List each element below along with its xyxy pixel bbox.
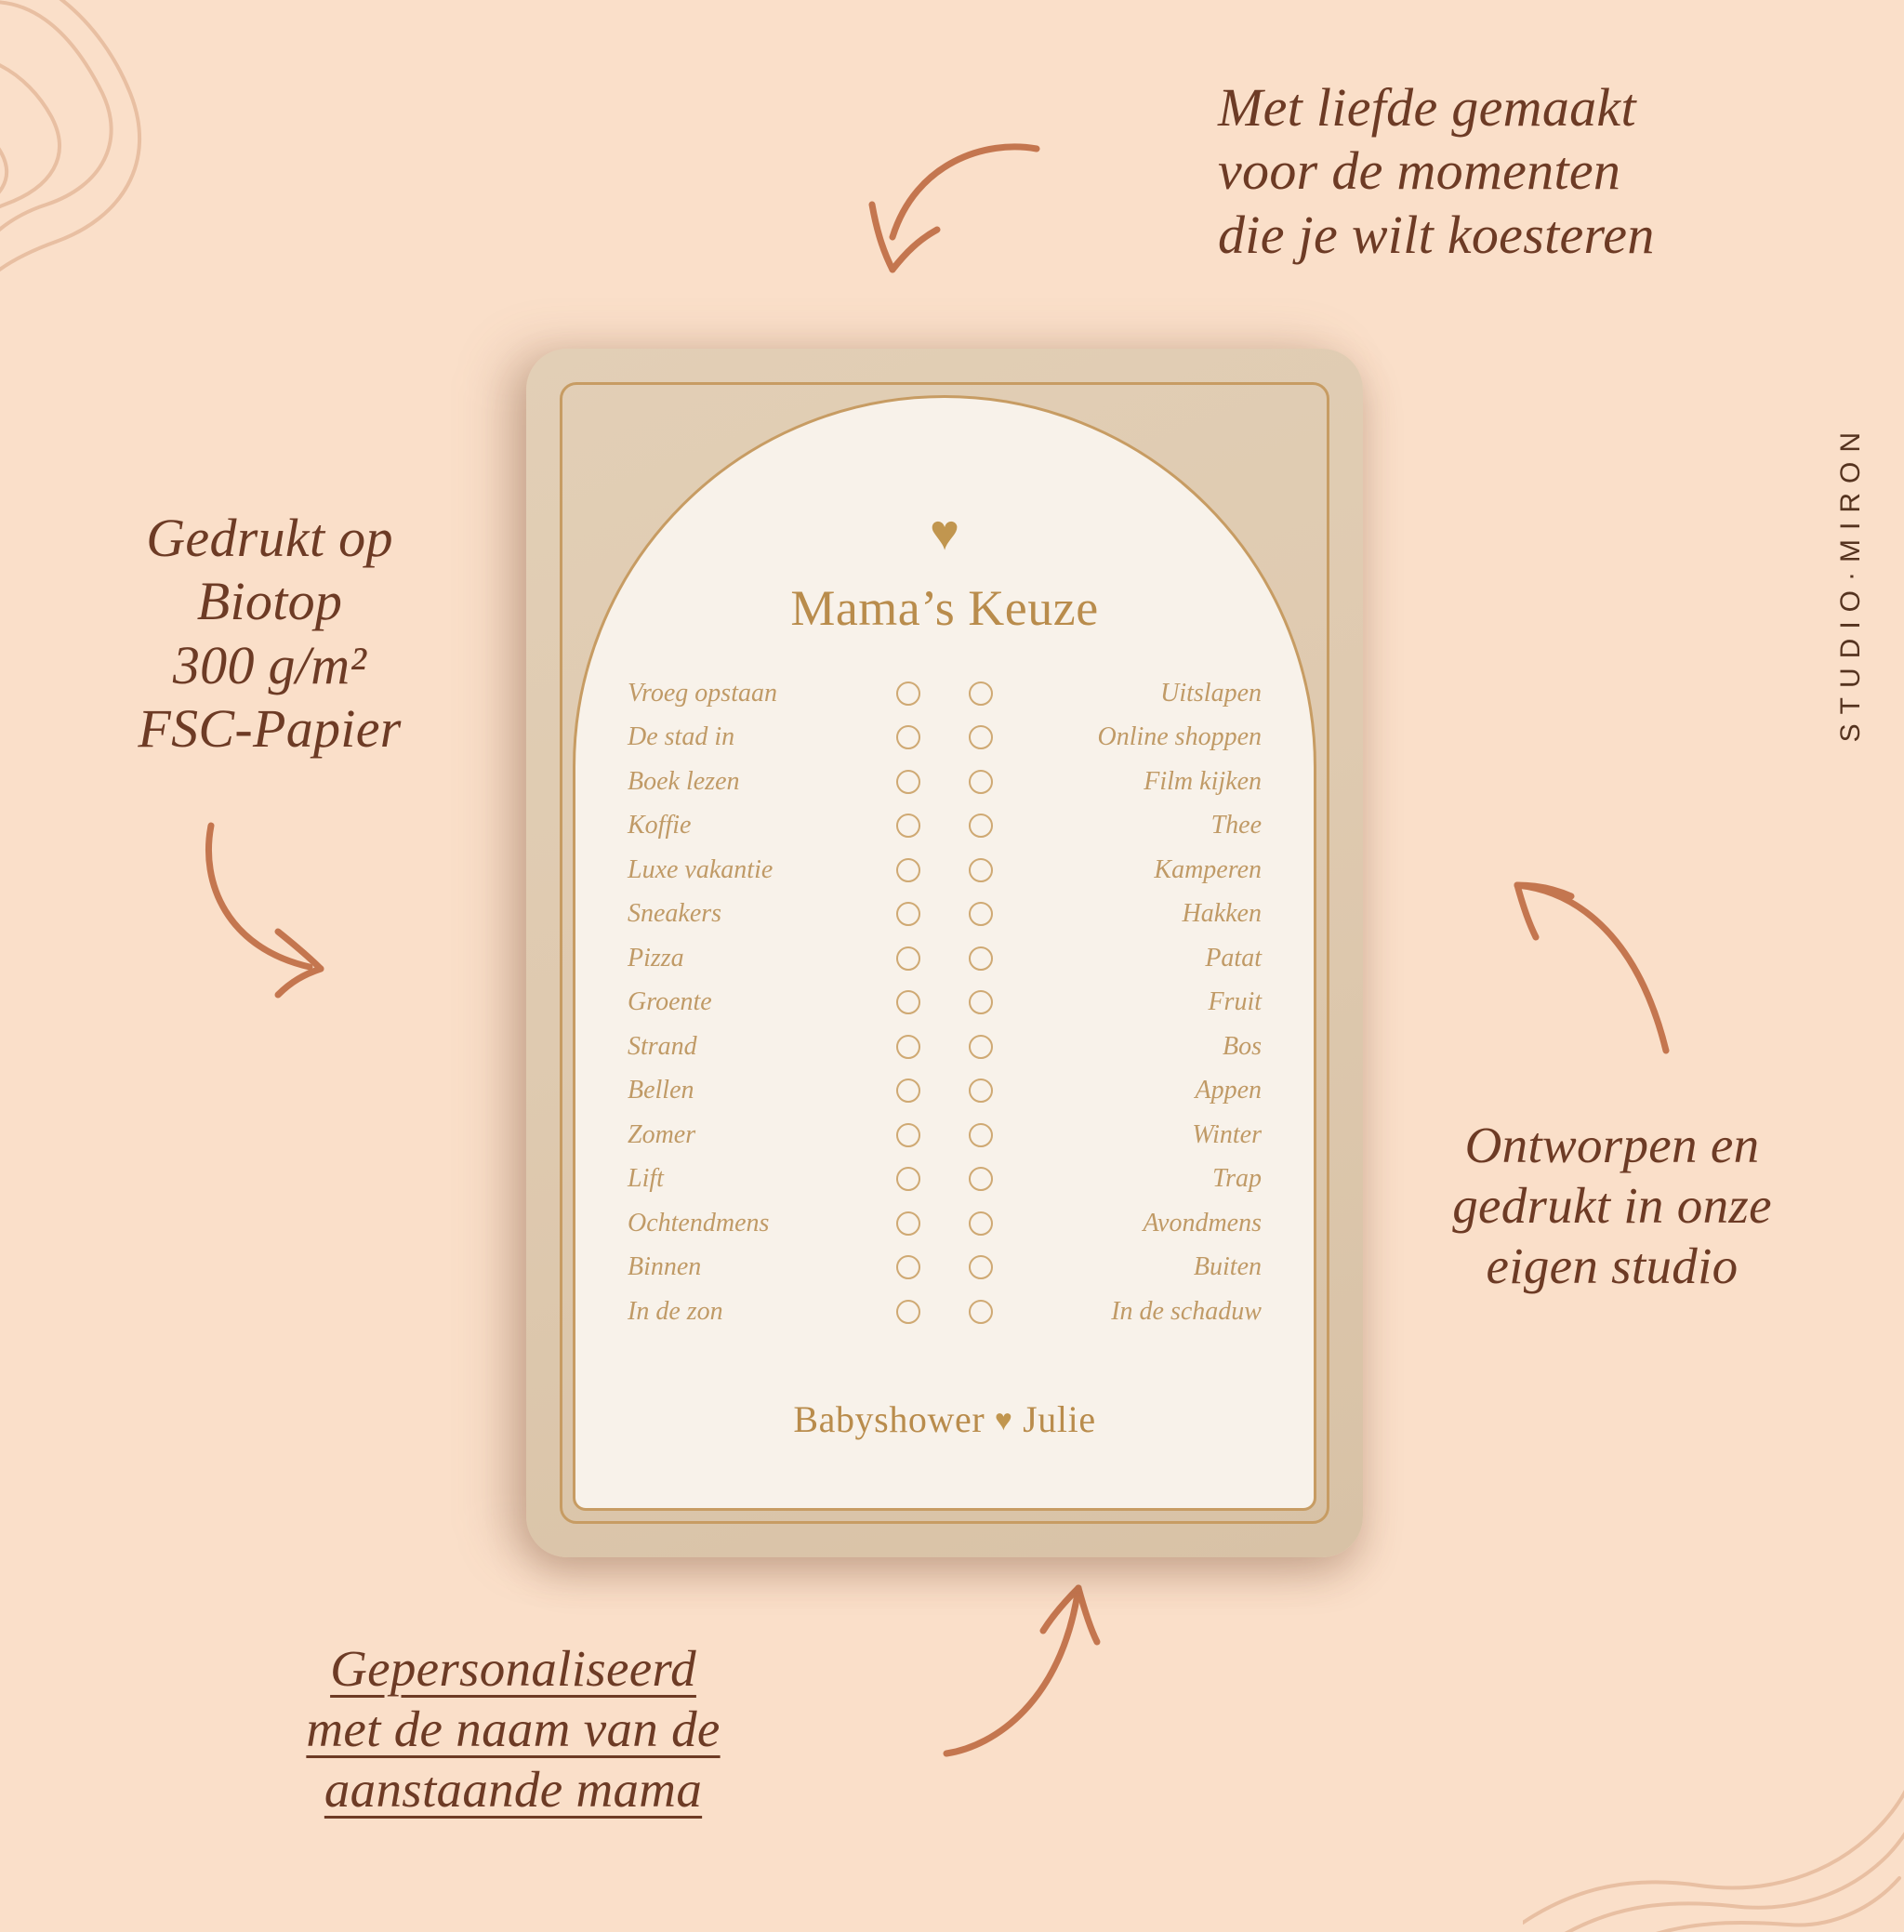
- list-item: [628, 1290, 1262, 1334]
- choice-right-checkbox[interactable]: [969, 1167, 993, 1191]
- annotation-right-line-2: gedrukt in onze: [1452, 1176, 1772, 1234]
- choice-left-checkbox[interactable]: [896, 946, 920, 971]
- choice-list: [628, 671, 1262, 1334]
- annotation-right-line-1: Ontworpen en: [1464, 1117, 1760, 1173]
- choice-left-label: De stad in: [628, 722, 735, 752]
- choice-left-checkbox[interactable]: [896, 1167, 920, 1191]
- annotation-left-line-4: FSC-Papier: [138, 698, 402, 760]
- list-item: [628, 1246, 1262, 1290]
- choice-left-label: Binnen: [628, 1252, 702, 1282]
- card-title: Mama’s Keuze: [790, 580, 1099, 636]
- choice-left-checkbox[interactable]: [896, 1300, 920, 1324]
- annotation-left: [88, 507, 451, 761]
- list-item: [628, 760, 1262, 804]
- list-item: [628, 804, 1262, 849]
- choice-left-checkbox[interactable]: [896, 1035, 920, 1059]
- arrow-left-icon: [200, 818, 367, 1004]
- choice-right-checkbox[interactable]: [969, 725, 993, 749]
- list-item: [628, 1113, 1262, 1158]
- list-item: [628, 671, 1262, 716]
- choice-left-label: Bellen: [628, 1076, 694, 1105]
- choice-right-checkbox[interactable]: [969, 902, 993, 926]
- card-arch-panel: [573, 395, 1316, 1511]
- card-footer-prefix: Babyshower: [793, 1398, 985, 1440]
- choice-left-checkbox[interactable]: [896, 770, 920, 794]
- choice-left-label: Strand: [628, 1031, 697, 1061]
- choice-right-checkbox[interactable]: [969, 681, 993, 706]
- list-item: [628, 1069, 1262, 1114]
- annotation-top-line-1: Met liefde gemaakt: [1218, 77, 1636, 138]
- annotation-left-line-2: Biotop: [196, 571, 343, 632]
- arrow-right-icon: [1506, 874, 1683, 1060]
- choice-right-label: Bos: [1223, 1031, 1262, 1061]
- annotation-top: [1218, 76, 1831, 267]
- list-item: [628, 716, 1262, 761]
- choice-left-checkbox[interactable]: [896, 725, 920, 749]
- annotation-bottom-line-1: Gepersonaliseerd: [330, 1640, 696, 1698]
- list-item: [628, 1158, 1262, 1202]
- choice-right-checkbox[interactable]: [969, 1300, 993, 1324]
- choice-right-checkbox[interactable]: [969, 1123, 993, 1147]
- choice-right-checkbox[interactable]: [969, 946, 993, 971]
- choice-right-checkbox[interactable]: [969, 814, 993, 838]
- card-footer: [575, 1397, 1314, 1441]
- choice-left-checkbox[interactable]: [896, 681, 920, 706]
- corner-line-art-top-left: [0, 0, 298, 307]
- choice-left-checkbox[interactable]: [896, 1211, 920, 1236]
- annotation-bottom-line-2: met de naam van de: [306, 1700, 721, 1758]
- choice-left-label: Luxe vakantie: [628, 854, 774, 884]
- choice-right-label: Thee: [1210, 811, 1262, 840]
- brand-label: STUDIO·MIRON: [1835, 423, 1866, 743]
- list-item: [628, 936, 1262, 981]
- choice-right-label: Appen: [1195, 1076, 1262, 1105]
- choice-left-checkbox[interactable]: [896, 1255, 920, 1279]
- choice-right-label: Fruit: [1208, 987, 1262, 1017]
- choice-left-checkbox[interactable]: [896, 990, 920, 1014]
- choice-right-checkbox[interactable]: [969, 858, 993, 882]
- choice-right-label: In de schaduw: [1111, 1296, 1262, 1326]
- choice-right-checkbox[interactable]: [969, 1078, 993, 1103]
- choice-right-label: Winter: [1192, 1119, 1262, 1149]
- annotation-left-line-1: Gedrukt op: [146, 508, 393, 568]
- card-footer-name: Julie: [1023, 1398, 1096, 1440]
- choice-left-label: Ochtendmens: [628, 1208, 770, 1237]
- choice-left-checkbox[interactable]: [896, 858, 920, 882]
- choice-left-checkbox[interactable]: [896, 902, 920, 926]
- product-card: [526, 349, 1363, 1557]
- choice-left-checkbox[interactable]: [896, 814, 920, 838]
- list-item: [628, 981, 1262, 1026]
- choice-right-checkbox[interactable]: [969, 1255, 993, 1279]
- choice-left-label: Pizza: [628, 943, 684, 973]
- corner-line-art-bottom-right: [1523, 1579, 1904, 1932]
- annotation-top-line-3: die je wilt koesteren: [1218, 204, 1655, 265]
- choice-left-label: Lift: [628, 1164, 664, 1194]
- choice-left-checkbox[interactable]: [896, 1123, 920, 1147]
- annotation-top-line-2: voor de momenten: [1218, 140, 1621, 202]
- heart-small-icon: ♥: [994, 1403, 1013, 1436]
- annotation-right-line-3: eigen studio: [1486, 1237, 1739, 1294]
- choice-left-label: Koffie: [628, 811, 692, 840]
- choice-left-label: Boek lezen: [628, 766, 740, 796]
- choice-right-checkbox[interactable]: [969, 1211, 993, 1236]
- list-item: [628, 1201, 1262, 1246]
- choice-right-checkbox[interactable]: [969, 1035, 993, 1059]
- choice-right-label: Film kijken: [1144, 766, 1262, 796]
- choice-right-label: Hakken: [1182, 899, 1262, 929]
- choice-right-checkbox[interactable]: [969, 770, 993, 794]
- arrow-bottom-icon: [939, 1581, 1106, 1757]
- choice-left-label: Groente: [628, 987, 712, 1017]
- list-item: [628, 848, 1262, 893]
- annotation-bottom-line-3: aanstaande mama: [324, 1761, 703, 1819]
- annotation-right: [1380, 1116, 1844, 1297]
- list-item: [628, 1025, 1262, 1069]
- choice-left-label: Vroeg opstaan: [628, 678, 777, 708]
- choice-right-label: Avondmens: [1143, 1208, 1262, 1237]
- annotation-left-line-3: 300 g/m²: [172, 634, 367, 695]
- choice-right-label: Trap: [1212, 1164, 1262, 1194]
- heart-icon: ♥: [929, 505, 960, 561]
- list-item: [628, 893, 1262, 937]
- choice-left-checkbox[interactable]: [896, 1078, 920, 1103]
- choice-right-checkbox[interactable]: [969, 990, 993, 1014]
- annotation-bottom: [216, 1639, 811, 1820]
- arrow-top-icon: [865, 139, 1051, 316]
- choice-right-label: Patat: [1205, 943, 1262, 973]
- choice-right-label: Buiten: [1193, 1252, 1262, 1282]
- choice-left-label: Sneakers: [628, 899, 722, 929]
- choice-right-label: Online shoppen: [1097, 722, 1262, 752]
- choice-left-label: Zomer: [628, 1119, 696, 1149]
- choice-right-label: Uitslapen: [1160, 678, 1262, 708]
- choice-right-label: Kamperen: [1154, 854, 1262, 884]
- choice-left-label: In de zon: [628, 1296, 723, 1326]
